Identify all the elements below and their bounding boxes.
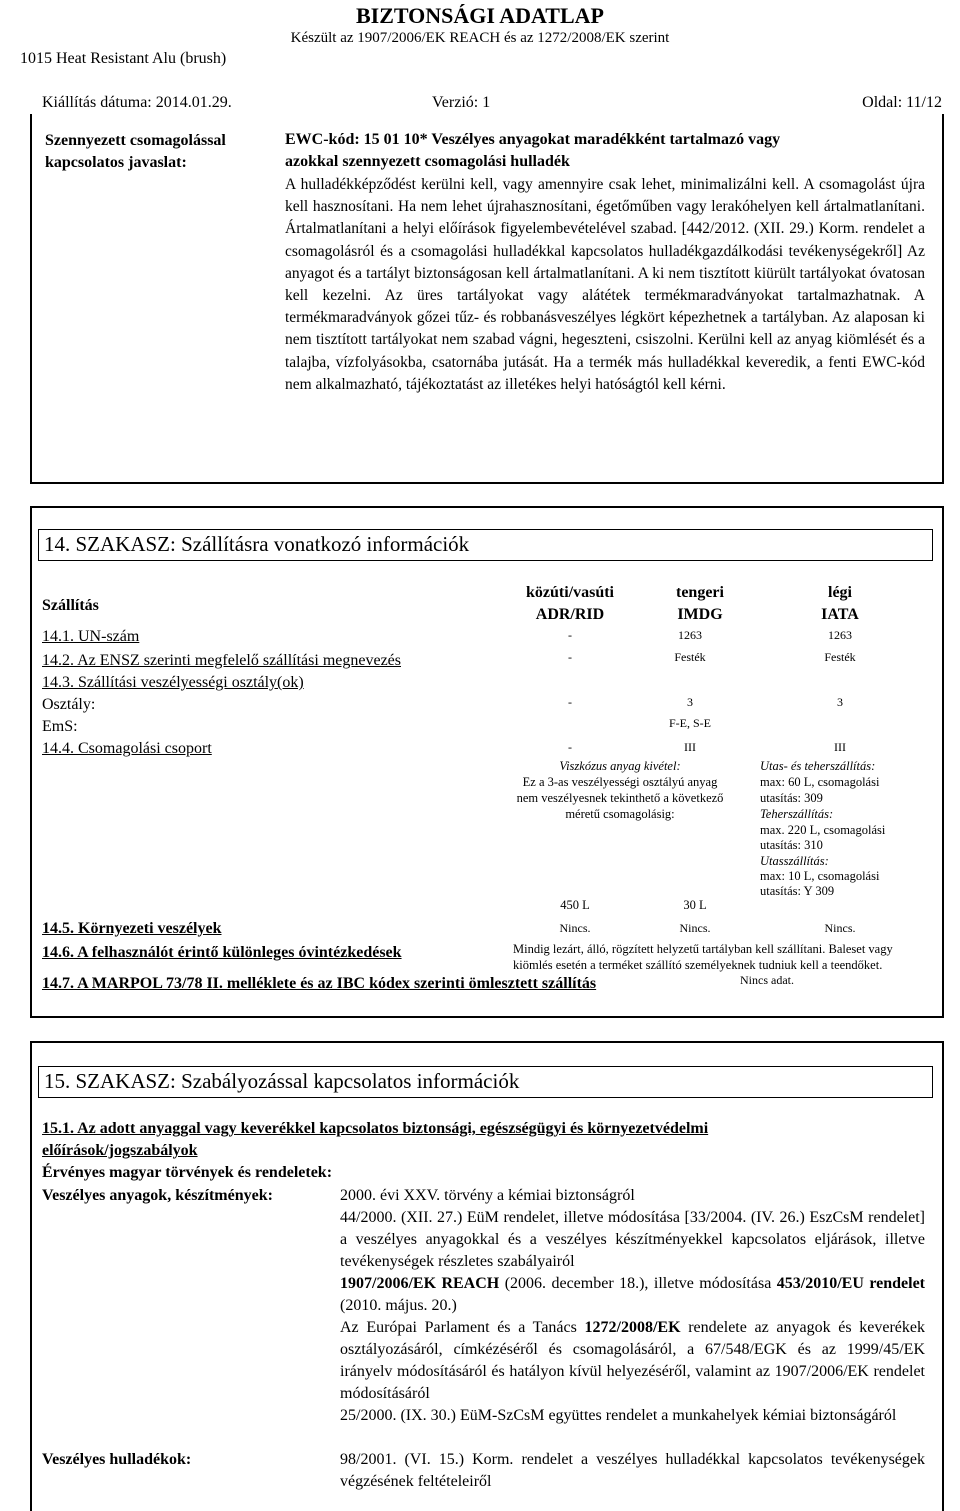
class-sea: 3 <box>687 695 693 709</box>
section-15-title: 15. SZAKASZ: Szabályozással kapcsolatos információk <box>38 1066 933 1098</box>
col-sea-title: tengeri <box>676 584 724 601</box>
col-air-code: IATA <box>821 606 859 623</box>
viscous-exception-line1: Ez a 3-as veszélyességi osztályú anyag <box>522 775 718 789</box>
row-14-5-road: Nincs. <box>559 921 591 935</box>
row-14-6-label: 14.6. A felhasználót érintő különleges óvintézkedések <box>42 944 402 961</box>
law-2: 44/2000. (XII. 27.) EüM rendelet, illetve módosítása [33/2004. (IV. 26.) EszCsM rendelet] a veszélyes anyagokkal és a veszélyes készítményekkel kapcsolatos eljárások, illetve tevékenységek részletes szabályairól <box>340 1209 925 1271</box>
transport-label: Szállítás <box>42 597 99 614</box>
product-name: 1015 Heat Resistant Alu (brush) <box>20 50 227 67</box>
col-air-title: légi <box>828 584 852 601</box>
air-note-line9: utasítás: Y 309 <box>760 884 835 898</box>
law-3-reg: 453/2010/EU rendelet <box>776 1275 926 1292</box>
row-14-2-air: Festék <box>824 650 856 664</box>
row-14-6-text-line2: kiömlés esetén a terméket szállító személyeknek tudniuk kell a teendőket. <box>513 958 883 972</box>
row-14-1-road: - <box>568 628 572 642</box>
air-note-line2: max: 60 L, csomagolási <box>760 775 880 789</box>
reg-heading-line1: 15.1. Az adott anyaggal vagy keverékkel kapcsolatos biztonsági, egészségügyi és környezetvédelmi <box>42 1120 709 1137</box>
dangerous-waste-label: Veszélyes hulladékok: <box>42 1451 192 1468</box>
row-14-5-air: Nincs. <box>824 921 856 935</box>
row-14-4-road: - <box>568 740 572 754</box>
row-14-4-label: 14.4. Csomagolási csoport <box>42 740 212 757</box>
row-14-7-label: 14.7. A MARPOL 73/78 II. melléklete és az IBC kódex szerinti ömlesztett szállítás <box>42 975 597 992</box>
packaging-text: A hulladékképződést kerülni kell, vagy amennyire csak lehet, minimalizálni kell. A csomagolást újra kell hasznosítani. Ha nem lehet újrahasznosítani, égetőműben vagy lerakóhelyen kell ártalmatlanítani. Ártalmatlanítani a helyi előírások figyelembevételével szabad. [442/2012. (XII. 29.) Korm. rendelet a csomagolásról és a csomagolási hulladékkal kapcsolatos hulladékgazdálkodási tevékenységekről] Az anyagot és a tartályt biztonságosan kell ártalmatlanítani. A ki nem tisztított kiürült tartályokat óvatosan kell kezelni. Az üres tartályokat vagy alátétek termékmaradványokat tartalmazhatnak. A termékmaradványok gőzei tűz- és robbanásveszélyes légkört képezhetnek a tartályban. Az alaposan ki nem tisztított tartályokat nem szabad vágni, hegeszteni, csiszolni. Kerülni kell az anyag kiömlését és a talajba, vízfolyásokba, csatornába jutását. Ha a termék más hulladékkal keveredik, a fenti EWC-kód nem alkalmazható, tájékoztatást az illetékes helyi hatóságtól kell kérni. <box>285 176 925 393</box>
reg-heading-line2: előírások/jogszabályok <box>42 1142 198 1159</box>
col-road-title: közúti/vasúti <box>525 584 614 601</box>
row-14-1-label: 14.1. UN-szám <box>42 628 140 645</box>
size-road: 450 L <box>560 898 590 912</box>
air-note-line8: max: 10 L, csomagolási <box>760 869 880 883</box>
law-4-text2: rendelete az anyagok és keverékek osztályozásáról, címkézéséről és csomagolásáról, a 67/548/EGK és az 1999/45/EK irányelv módosításáról és hatályon kívül helyezéséről, valamint az 1907/2006/EK rendelet módosításáról <box>340 1319 925 1403</box>
row-14-7-text: Nincs adat. <box>740 973 794 987</box>
size-sea: 30 L <box>683 898 707 912</box>
row-14-1-air: 1263 <box>828 628 852 642</box>
row-14-5-label: 14.5. Környezeti veszélyek <box>42 920 222 937</box>
version: Verzió: 1 <box>432 94 491 111</box>
row-14-1-sea: 1263 <box>678 628 702 642</box>
dangerous-substances-label: Veszélyes anyagok, készítmények: <box>42 1187 273 1204</box>
viscous-exception-line2: nem veszélyesnek tekinthető a következő <box>516 791 724 805</box>
issue-date: Kiállítás dátuma: 2014.01.29. <box>42 94 232 111</box>
air-note-line4: Teherszállítás: <box>760 807 834 821</box>
document-subtitle: Készült az 1907/2006/EK REACH és az 1272/2008/EK szerint <box>290 30 670 46</box>
law-1: 2000. évi XXV. törvény a kémiai biztonságról <box>340 1187 635 1204</box>
class-label: Osztály: <box>42 696 96 713</box>
row-14-2-road: - <box>568 650 572 664</box>
law-3 <box>340 1273 925 1317</box>
ewc-code-line2: azokkal szennyezett csomagolási hulladék <box>285 153 570 170</box>
row-14-4-sea: III <box>684 740 696 754</box>
section-14-title: 14. SZAKASZ: Szállításra vonatkozó információk <box>38 529 933 561</box>
law-5: 25/2000. (IX. 30.) EüM-SzCsM együttes rendelet a munkahelyek kémiai biztonságáról <box>340 1407 897 1424</box>
ems-sea: F-E, S-E <box>669 716 711 730</box>
col-sea-code: IMDG <box>677 606 723 623</box>
class-road: - <box>568 695 572 709</box>
viscous-exception-title: Viszkózus anyag kivétel: <box>559 759 681 773</box>
class-air: 3 <box>837 695 843 709</box>
air-note-line5: max. 220 L, csomagolási <box>760 823 886 837</box>
law-4 <box>340 1317 925 1405</box>
page-number: Oldal: 11/12 <box>862 94 942 111</box>
row-14-6-text-line1: Mindig lezárt, álló, rögzített helyzetű tartályban kell szállítani. Baleset vagy <box>513 942 893 956</box>
law-6: 98/2001. (VI. 15.) Korm. rendelet a veszélyes hulladékkal kapcsolatos tevékenységek végzésének feltételeiről <box>340 1451 925 1491</box>
viscous-exception-line3: méretű csomagolásig: <box>565 807 675 821</box>
row-14-2-sea: Festék <box>674 650 706 664</box>
law-4-text1: Az Európai Parlament és a Tanács <box>340 1319 585 1336</box>
row-14-4-air: III <box>834 740 846 754</box>
ems-label: EmS: <box>42 718 78 735</box>
ewc-code-line1: EWC-kód: 15 01 10* Veszélyes anyagokat maradékként tartalmazó vagy <box>285 131 781 148</box>
packaging-label: Szennyezett csomagolással kapcsolatos javaslat: <box>45 132 226 171</box>
law-3-text2: (2010. május. 20.) <box>340 1297 457 1315</box>
air-note-line6: utasítás: 310 <box>760 838 823 852</box>
row-14-2-label: 14.2. Az ENSZ szerinti megfelelő szállítási megnevezés <box>42 652 401 669</box>
law-3-reach: 1907/2006/EK REACH <box>340 1275 500 1292</box>
row-14-5-sea: Nincs. <box>679 921 711 935</box>
law-3-text1: (2006. december 18.), illetve módosítása <box>499 1275 777 1292</box>
valid-laws-heading: Érvényes magyar törvények és rendeletek: <box>42 1164 333 1181</box>
law-4-clp: 1272/2008/EK <box>584 1319 681 1336</box>
col-road-code: ADR/RID <box>535 606 605 623</box>
air-note-line1: Utas- és teherszállítás: <box>760 759 876 773</box>
air-note-line7: Utasszállítás: <box>760 854 829 868</box>
document-title: BIZTONSÁGI ADATLAP <box>356 3 604 28</box>
air-note-line3: utasítás: 309 <box>760 791 823 805</box>
row-14-3-label: 14.3. Szállítási veszélyességi osztály(ok) <box>42 674 304 691</box>
